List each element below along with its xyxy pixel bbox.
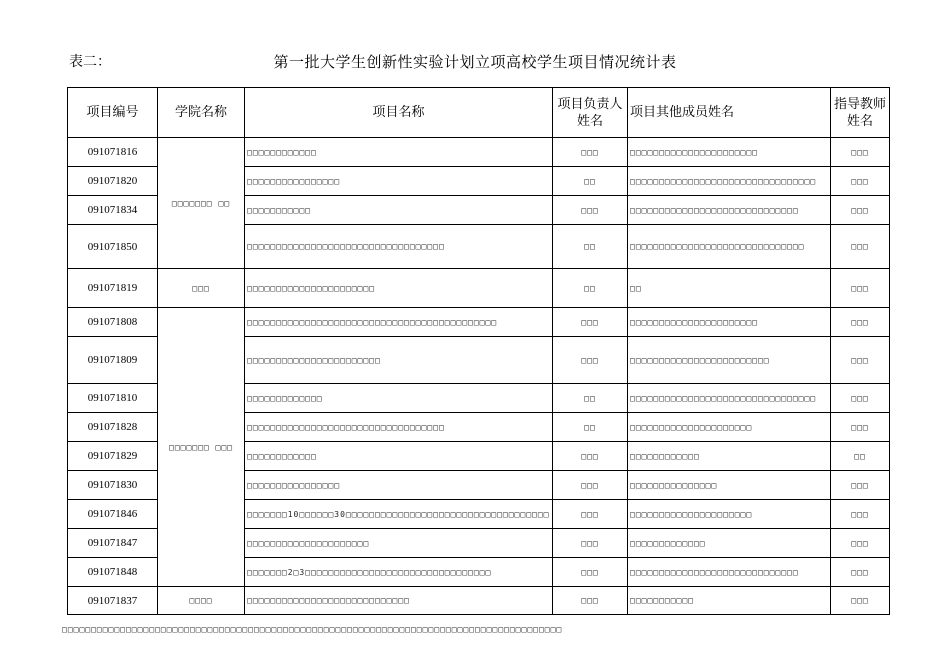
- teacher-name: □□□: [831, 529, 890, 558]
- col-header-teacher: 指导教师姓名: [831, 88, 890, 138]
- leader-name: □□□: [553, 471, 628, 500]
- leader-name: □□□: [553, 196, 628, 225]
- leader-name: □□□: [553, 308, 628, 337]
- project-name: □□□□□□□□□□□□□□□□: [245, 471, 553, 500]
- college-name: □□□□□□□ □□□: [158, 308, 245, 587]
- college-name: □□□□□□□ □□: [158, 138, 245, 269]
- project-id: 091071847: [68, 529, 158, 558]
- project-id: 091071808: [68, 308, 158, 337]
- project-id: 091071809: [68, 337, 158, 384]
- teacher-name: □□□: [831, 413, 890, 442]
- leader-name: □□□: [553, 587, 628, 615]
- leader-name: □□: [553, 384, 628, 413]
- member-names: □□□□□□□□□□□□□□□: [628, 471, 831, 500]
- project-id: 091071829: [68, 442, 158, 471]
- member-names: □□□□□□□□□□□□□□□□□□□□□: [628, 413, 831, 442]
- leader-name: □□□: [553, 500, 628, 529]
- member-names: □□□□□□□□□□□□□□□□□□□□□□□□: [628, 337, 831, 384]
- leader-name: □□: [553, 413, 628, 442]
- project-name: □□□□□□□2□3□□□□□□□□□□□□□□□□□□□□□□□□□□□□□□□□: [245, 558, 553, 587]
- member-names: □□□□□□□□□□□□: [628, 442, 831, 471]
- col-header-leader: 项目负责人姓名: [553, 88, 628, 138]
- leader-name: □□: [553, 167, 628, 196]
- table-row: [68, 308, 890, 337]
- project-name: □□□□□□□□□□□□: [245, 138, 553, 167]
- teacher-name: □□□: [831, 308, 890, 337]
- member-names: □□□□□□□□□□□□□□□□□□□□□□□□□□□□□: [628, 558, 831, 587]
- footer-note: □□□□□□□□□□□□□□□□□□□□□□□□□□□□□□□□□□□□□□□□□□□□□□□□□□□□□□□□□□□□□□□□□□□□□□□□□□□□□□□□□□□□□□: [62, 625, 563, 634]
- leader-name: □□: [553, 269, 628, 308]
- project-id: 091071848: [68, 558, 158, 587]
- project-id: 091071830: [68, 471, 158, 500]
- teacher-name: □□□: [831, 337, 890, 384]
- member-names: □□□□□□□□□□□□□□□□□□□□□□: [628, 138, 831, 167]
- member-names: □□□□□□□□□□□□□□□□□□□□□□□□□□□□□: [628, 196, 831, 225]
- project-name: □□□□□□□10□□□□□□30□□□□□□□□□□□□□□□□□□□□□□□□□□□□□□□□□□□: [245, 500, 553, 529]
- member-names: □□□□□□□□□□□□□: [628, 529, 831, 558]
- leader-name: □□□: [553, 138, 628, 167]
- project-id: 091071850: [68, 225, 158, 269]
- project-name: □□□□□□□□□□□□□□□□: [245, 167, 553, 196]
- leader-name: □□□: [553, 337, 628, 384]
- project-name: □□□□□□□□□□□□□□□□□□□□□□□□□□□□□□□□□□: [245, 225, 553, 269]
- table-row: [68, 587, 890, 615]
- project-id: 091071810: [68, 384, 158, 413]
- member-names: □□□□□□□□□□□□□□□□□□□□□□: [628, 308, 831, 337]
- leader-name: □□: [553, 225, 628, 269]
- col-header-members: 项目其他成员姓名: [628, 88, 831, 138]
- member-names: □□□□□□□□□□□□□□□□□□□□□□□□□□□□□□: [628, 225, 831, 269]
- college-name: □□□: [158, 269, 245, 308]
- col-header-project-name: 项目名称: [245, 88, 553, 138]
- teacher-name: □□□: [831, 269, 890, 308]
- table-row: [68, 269, 890, 308]
- teacher-name: □□: [831, 442, 890, 471]
- teacher-name: □□□: [831, 167, 890, 196]
- teacher-name: □□□: [831, 138, 890, 167]
- teacher-name: □□□: [831, 471, 890, 500]
- college-name: □□□□: [158, 587, 245, 615]
- teacher-name: □□□: [831, 384, 890, 413]
- project-name: □□□□□□□□□□□□□□□□□□□□□□: [245, 269, 553, 308]
- page-title: 第一批大学生创新性实验计划立项高校学生项目情况统计表: [273, 53, 677, 71]
- project-table: [67, 87, 890, 615]
- member-names: □□□□□□□□□□□□□□□□□□□□□: [628, 500, 831, 529]
- member-names: □□□□□□□□□□□□□□□□□□□□□□□□□□□□□□□□: [628, 384, 831, 413]
- teacher-name: □□□: [831, 196, 890, 225]
- col-header-project-id: 项目编号: [68, 88, 158, 138]
- member-names: □□: [628, 269, 831, 308]
- project-name: □□□□□□□□□□□□: [245, 442, 553, 471]
- leader-name: □□□: [553, 442, 628, 471]
- member-names: □□□□□□□□□□□: [628, 587, 831, 615]
- table-label: 表二：: [69, 54, 111, 70]
- project-name: □□□□□□□□□□□□□□□□□□□□□□□□□□□□□□□□□□: [245, 413, 553, 442]
- project-id: 091071819: [68, 269, 158, 308]
- project-name: □□□□□□□□□□□□□□□□□□□□□□□□□□□□: [245, 587, 553, 615]
- project-id: 091071846: [68, 500, 158, 529]
- project-id: 091071816: [68, 138, 158, 167]
- member-names: □□□□□□□□□□□□□□□□□□□□□□□□□□□□□□□□: [628, 167, 831, 196]
- teacher-name: □□□: [831, 225, 890, 269]
- teacher-name: □□□: [831, 558, 890, 587]
- project-id: 091071834: [68, 196, 158, 225]
- teacher-name: □□□: [831, 587, 890, 615]
- project-name: □□□□□□□□□□□□□□□□□□□□□□□□□□□□□□□□□□□□□□□□□□□: [245, 308, 553, 337]
- project-id: 091071837: [68, 587, 158, 615]
- project-name: □□□□□□□□□□□□□□□□□□□□□: [245, 529, 553, 558]
- col-header-college: 学院名称: [158, 88, 245, 138]
- table-row: [68, 138, 890, 167]
- leader-name: □□□: [553, 558, 628, 587]
- leader-name: □□□: [553, 529, 628, 558]
- project-name: □□□□□□□□□□□□□□□□□□□□□□□: [245, 337, 553, 384]
- project-name: □□□□□□□□□□□: [245, 196, 553, 225]
- project-name: □□□□□□□□□□□□□: [245, 384, 553, 413]
- project-id: 091071820: [68, 167, 158, 196]
- teacher-name: □□□: [831, 500, 890, 529]
- project-id: 091071828: [68, 413, 158, 442]
